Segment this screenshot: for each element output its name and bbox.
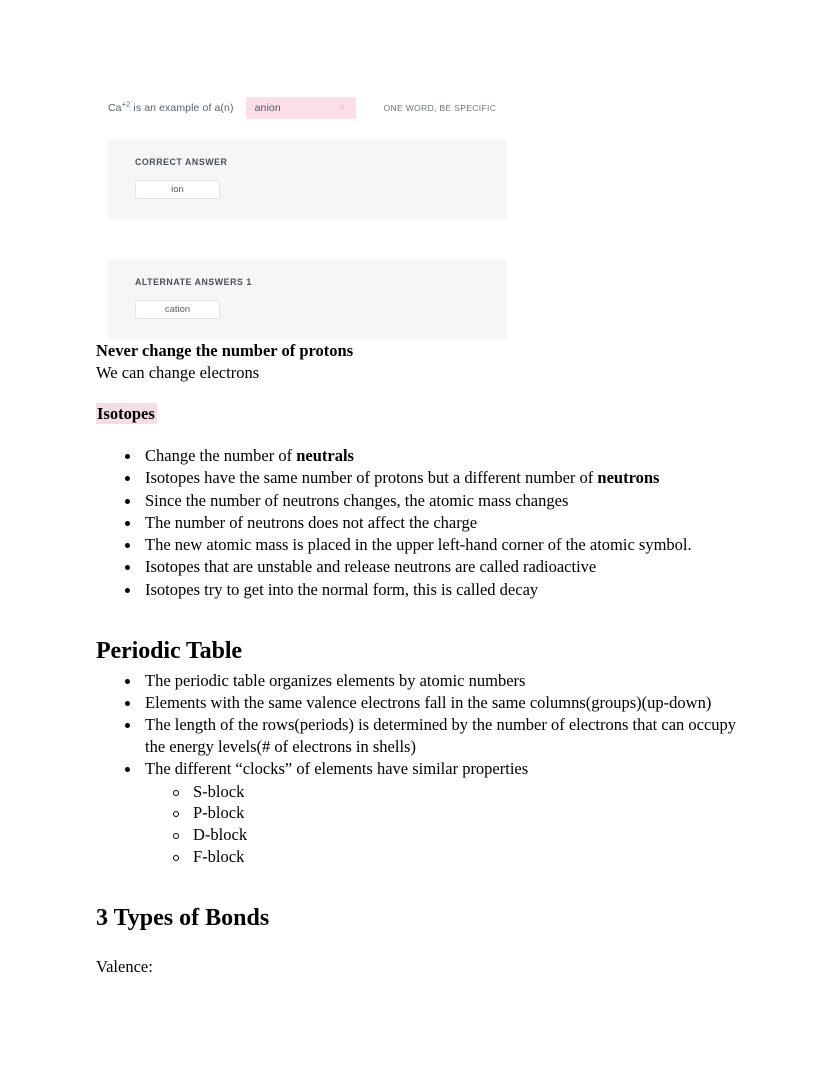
list-item: The different “clocks” of elements have similar properties — [96, 758, 756, 780]
correct-answer-pill: ion — [135, 180, 220, 199]
list-item: F-block — [96, 846, 756, 868]
list-item — [96, 512, 756, 534]
quiz-widget — [108, 96, 507, 339]
question-prompt — [108, 99, 246, 114]
periodic-table-bullet-list — [96, 670, 756, 780]
list-item: Elements with the same valence electrons fall in the same columns(groups)(up-down) — [96, 692, 756, 714]
note-line-we-can-change: We can change electrons — [96, 363, 260, 382]
close-icon[interactable]: × — [339, 102, 345, 114]
correct-answer-panel — [108, 139, 507, 219]
question-prompt-element: Ca — [108, 102, 122, 114]
list-item-text: The number of neutrons does not affect the charge — [145, 512, 478, 532]
list-item-bold: neutrals — [296, 446, 354, 465]
answer-hint: ONE WORD, BE SPECIFIC — [383, 103, 497, 113]
list-item-text: Isotopes that are unstable and release neutrons are called radioactive — [145, 557, 597, 577]
list-item — [96, 467, 756, 489]
answer-input[interactable] — [246, 97, 356, 119]
list-item — [96, 556, 756, 578]
answer-input-value: anion — [254, 102, 281, 114]
list-item — [96, 445, 756, 467]
list-item-text: Isotopes have the same number of protons but a different number of — [145, 468, 598, 488]
list-item: P-block — [96, 802, 756, 824]
list-item-text: Isotopes try to get into the normal form, this is called decay — [145, 579, 539, 599]
isotopes-heading — [96, 403, 157, 425]
list-item — [96, 579, 756, 601]
list-item-bold: neutrons — [597, 468, 660, 488]
question-prompt-superscript: +2 — [121, 99, 131, 109]
alternate-answer-pill: cation — [135, 300, 220, 319]
list-item: S-block — [96, 781, 756, 803]
list-item-text: Change the number of — [145, 446, 297, 465]
valence-text: Valence: — [96, 956, 153, 976]
note-line-never-change: Never change the number of protons — [96, 341, 354, 360]
periodic-table-heading: Periodic Table — [96, 637, 242, 664]
question-prompt-text: is an example of a(n) — [130, 102, 234, 114]
list-item: D-block — [96, 824, 756, 846]
list-item: The periodic table organizes elements by atomic numbers — [96, 670, 756, 692]
bonds-heading: 3 Types of Bonds — [96, 904, 270, 931]
list-item — [96, 490, 756, 512]
alternate-answers-panel — [108, 259, 507, 339]
list-item-text: Since the number of neutrons changes, the atomic mass changes — [145, 490, 569, 510]
correct-answer-label: CORRECT ANSWER — [135, 157, 228, 167]
question-row — [108, 96, 507, 120]
list-item — [96, 534, 756, 556]
notes-document — [96, 340, 756, 978]
isotopes-heading-wrap — [96, 384, 756, 425]
block-subbullet-list — [96, 781, 756, 868]
isotopes-bullet-list — [96, 445, 756, 601]
alternate-answers-label: ALTERNATE ANSWERS 1 — [135, 277, 252, 287]
list-item: The length of the rows(periods) is determined by the number of electrons that can occupy the energy levels(# of electrons in shells) — [96, 714, 756, 758]
isotopes-heading-text: Isotopes — [97, 404, 155, 423]
list-item-text: The new atomic mass is placed in the upper left-hand corner of the atomic symbol. — [145, 535, 692, 555]
